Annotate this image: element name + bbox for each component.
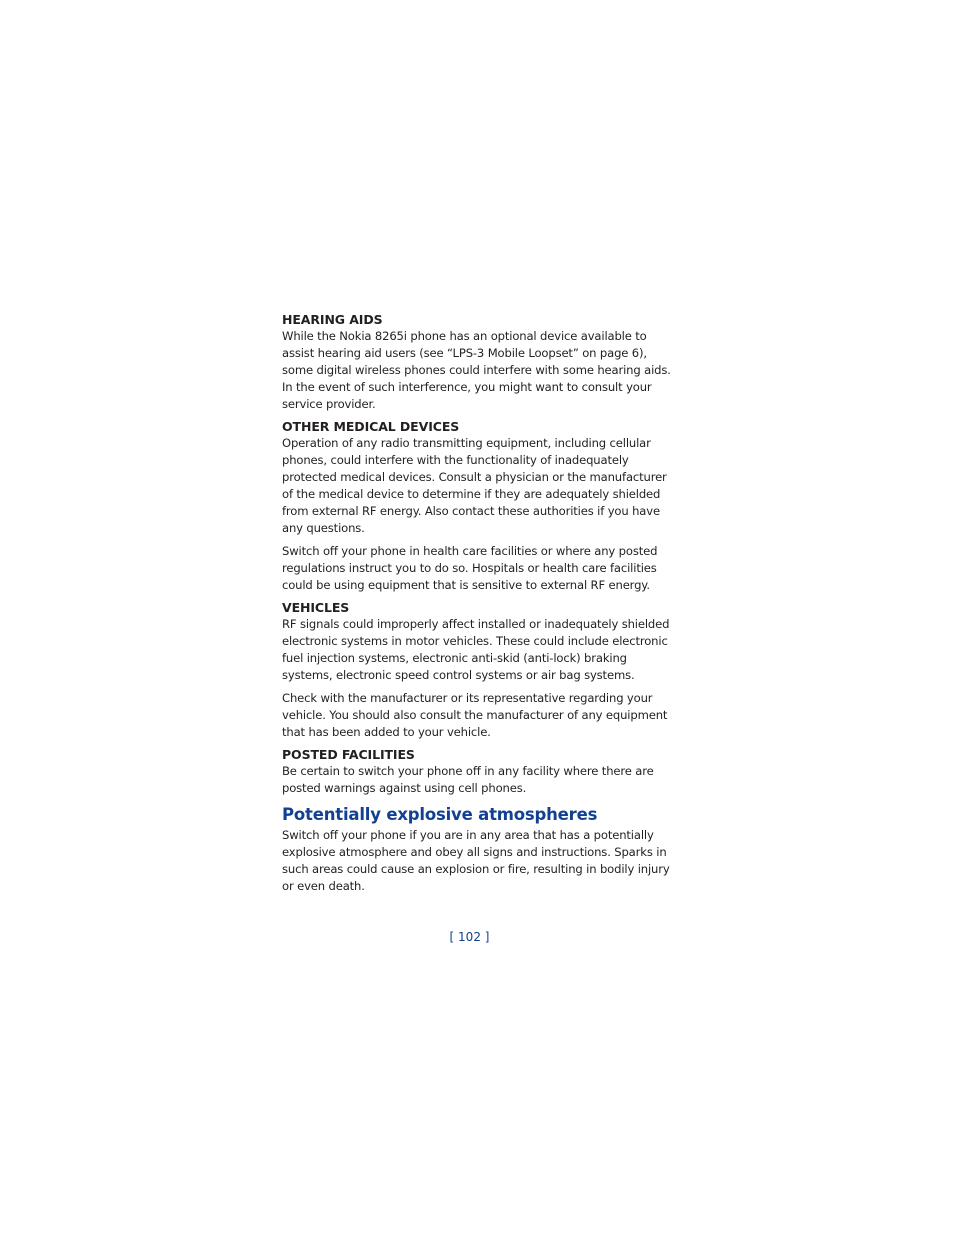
paragraph: Operation of any radio transmitting equipment, including cellular phones, could interfere with the functionality of inadequately protected medical devices. Consult a physician or the manufacturer of the medical device to determine if they are adequately shielded from external RF energy. Also contact these authorities if you have any questions. <box>282 436 667 535</box>
section-heading: VEHICLES <box>282 600 350 615</box>
section-other-medical-devices <box>282 418 680 594</box>
section-heading: OTHER MEDICAL DEVICES <box>282 419 460 434</box>
paragraph: Be certain to switch your phone off in any facility where there are posted warnings against using cell phones. <box>282 764 654 795</box>
section-vehicles <box>282 599 680 741</box>
paragraph: Switch off your phone in health care facilities or where any posted regulations instruct you to do so. Hospitals or health care facilities could be using equipment that is sensitive to external RF energy. <box>282 544 658 592</box>
section-posted-facilities <box>282 746 680 797</box>
section-heading: HEARING AIDS <box>282 312 383 327</box>
section-hearing-aids <box>282 311 680 413</box>
main-section-heading: Potentially explosive atmospheres <box>282 805 598 824</box>
paragraph: RF signals could improperly affect installed or inadequately shielded electronic systems in motor vehicles. These could include electronic fuel injection systems, electronic anti-skid (anti-lock) braking systems, electronic speed control systems or air bag systems. <box>282 617 670 682</box>
page-number: [ 102 ] <box>449 930 490 944</box>
paragraph: Check with the manufacturer or its representative regarding your vehicle. You should also consult the manufacturer of any equipment that has been added to your vehicle. <box>282 691 668 739</box>
page-content <box>282 311 680 895</box>
paragraph: While the Nokia 8265i phone has an optional device available to assist hearing aid users (see “LPS-3 Mobile Loopset” on page 6), some digital wireless phones could interfere with some hearing aids. In the event of such interference, you might want to consult your service provider. <box>282 329 671 411</box>
section-heading: POSTED FACILITIES <box>282 747 415 762</box>
paragraph: Switch off your phone if you are in any area that has a potentially explosive atmosphere and obey all signs and instructions. Sparks in such areas could cause an explosion or fire, resulting in bodily injury or even death. <box>282 828 670 893</box>
